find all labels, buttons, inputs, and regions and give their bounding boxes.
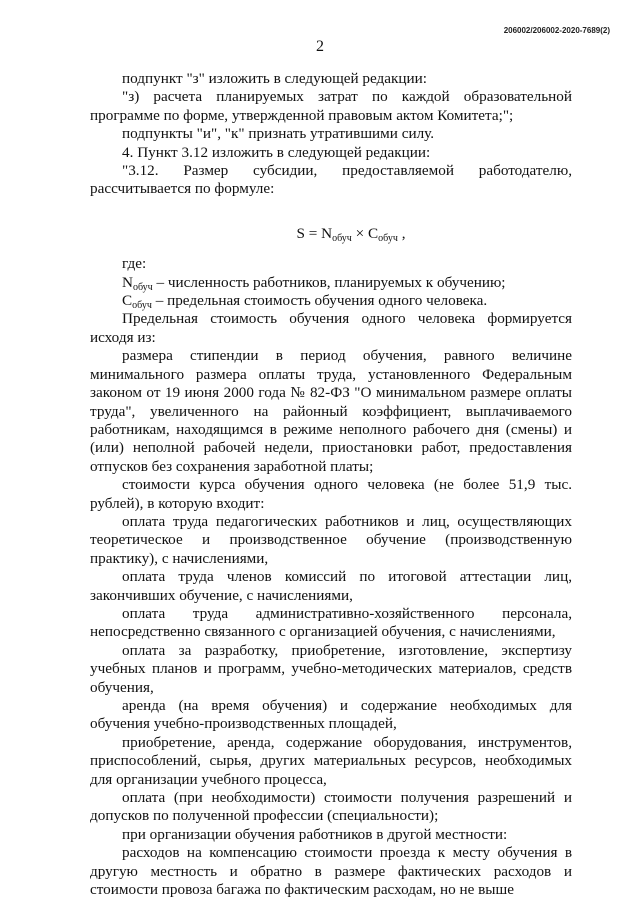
paragraph: 4. Пункт 3.12 изложить в следующей редакции: — [122, 143, 431, 161]
paragraph: Предельная стоимость обучения одного человека формируется исходя из: — [90, 310, 572, 346]
paragraph: "3.12. Размер субсидии, предоставляемой работодателю, рассчитывается по формуле: — [90, 162, 572, 198]
definition-c: $C_{обуч}$ – предельная стоимость обучения одного человека. — [122, 292, 488, 312]
formula: $S = N_{обуч} \times C_{обуч}$ , — [296, 224, 406, 244]
document-id: 206002/206002-2020-7689(2) — [503, 26, 610, 35]
paragraph: аренда (на время обучения) и содержание необходимых для обучения учебно-производственных площадей, — [90, 697, 572, 733]
paragraph: "з) расчета планируемых затрат по каждой образовательной программе по форме, утвержденной правовым актом Комитета;"; — [90, 88, 572, 124]
paragraph: расходов на компенсацию стоимости проезда к месту обучения в другую местность и обратно в размере фактических расходов и стоимости провоза багажа по фактическим расходам, но не выше — [90, 844, 572, 899]
paragraph: оплата труда членов комиссий по итоговой аттестации лиц, закончивших обучение, с начислениями, — [90, 568, 572, 604]
paragraph: стоимости курса обучения одного человека (не более 51,9 тыс. рублей), в которую входит: — [90, 476, 572, 512]
definition-n: $N_{обуч}$ – численность работников, планируемых к обучению; — [122, 273, 506, 293]
paragraph: оплата труда педагогических работников и лиц, осуществляющих теоретическое и производственное обучение (производственную практику), с начислениями, — [90, 512, 572, 567]
paragraph: оплата труда административно-хозяйственного персонала, непосредственно связанного с организацией обучения, с начислениями, — [90, 604, 572, 641]
paragraph: приобретение, аренда, содержание оборудования, инструментов, приспособлений, сырья, других материальных ресурсов, необходимых для организации учебного процесса, — [90, 733, 572, 788]
where-label: где: — [122, 255, 147, 273]
paragraph: оплата за разработку, приобретение, изготовление, экспертизу учебных планов и программ, учебно-методических материалов, средств обучения, — [90, 641, 572, 696]
document-body — [90, 70, 572, 899]
paragraph: размера стипендии в период обучения, равного величине минимального размера оплаты труда, установленного Федеральным законом от 19 июня 2000 года № 82-ФЗ "О минимальном размере оплаты труда", увеличенного на районный коэффициент, выплачиваемого работникам, находящимся в режиме неполного рабочего дня (смены) и (или) неполной рабочей недели, приостановки работ, предоставления отпусков без сохранения заработной платы; — [90, 347, 572, 475]
paragraph: оплата (при необходимости) стоимости получения разрешений и допусков по полученной профессии (специальности); — [90, 789, 572, 825]
paragraph: при организации обучения работников в другой местности: — [122, 825, 508, 843]
paragraph: подпункты "и", "к" признать утратившими силу. — [122, 125, 435, 143]
page-number: 2 — [316, 38, 324, 55]
paragraph: подпункт "з" изложить в следующей редакции: — [122, 70, 428, 87]
